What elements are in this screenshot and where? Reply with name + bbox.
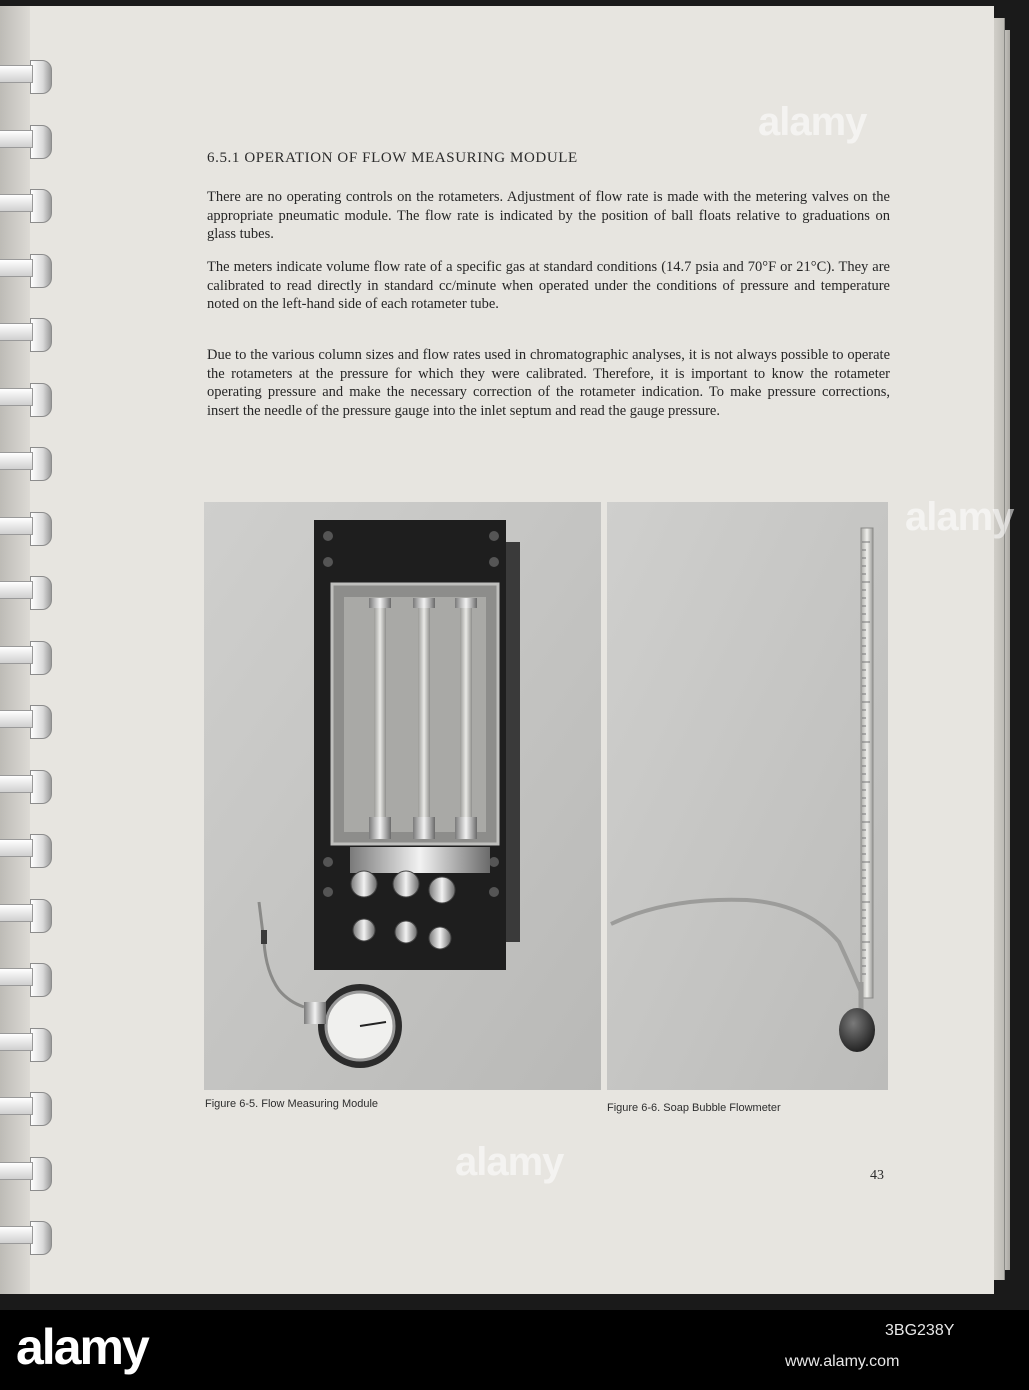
paragraph-2 bbox=[207, 258, 890, 314]
footer-logo: alamy bbox=[16, 1319, 148, 1375]
binding-ring bbox=[0, 1090, 52, 1126]
binding-ring bbox=[0, 58, 52, 94]
binding-ring bbox=[0, 123, 52, 159]
binding-ring bbox=[0, 381, 52, 417]
footer-image-id: 3BG238Y bbox=[885, 1322, 955, 1339]
section-heading: 6.5.1 OPERATION OF FLOW MEASURING MODULE bbox=[207, 150, 578, 166]
binding-ring bbox=[0, 252, 52, 288]
binding-ring bbox=[0, 1219, 52, 1255]
figure-caption-6-6: Figure 6-6. Soap Bubble Flowmeter bbox=[607, 1102, 781, 1114]
watermark: alamy bbox=[905, 495, 1014, 539]
binding-ring bbox=[0, 961, 52, 997]
figure-caption-6-5: Figure 6-5. Flow Measuring Module bbox=[205, 1098, 379, 1110]
paragraph-text: There are no operating controls on the rotameters. Adjustment of flow rate is made with the metering valves on the appropriate pneumatic module. The flow rate is indicated by the position of ball floats relative to graduations on glass tubes. bbox=[207, 189, 890, 242]
paragraph-3 bbox=[207, 346, 890, 420]
binding-ring bbox=[0, 768, 52, 804]
paragraph-text: Due to the various column sizes and flow rates used in chromatographic analyses, it is not always possible to operate the rotameters at the pressure for which they were calibrated. Therefore, it is important to know the rotameter operating pressure and make the necessary correction of the rotameter indication. To make pressure corrections, insert the needle of the pressure gauge into the inlet septum and read the gauge pressure. bbox=[207, 347, 890, 419]
flow-module-illustration bbox=[204, 502, 601, 1090]
binding-ring bbox=[0, 1026, 52, 1062]
binding-ring bbox=[0, 832, 52, 868]
figure-flow-measuring-module bbox=[204, 502, 601, 1090]
binding-ring bbox=[0, 897, 52, 933]
soap-bubble-flowmeter-illustration bbox=[607, 502, 888, 1090]
binding-ring bbox=[0, 187, 52, 223]
binding-ring bbox=[0, 1155, 52, 1191]
binding-ring bbox=[0, 703, 52, 739]
binding-ring bbox=[0, 574, 52, 610]
binding-ring bbox=[0, 445, 52, 481]
watermark: alamy bbox=[758, 100, 867, 144]
paragraph-1 bbox=[207, 188, 890, 244]
binding-ring bbox=[0, 316, 52, 352]
binding-ring bbox=[0, 639, 52, 675]
page-number: 43 bbox=[870, 1168, 884, 1183]
footer-bar bbox=[0, 1310, 1029, 1390]
footer-url: www.alamy.com bbox=[785, 1353, 900, 1370]
paragraph-text: The meters indicate volume flow rate of a specific gas at standard conditions (14.7 psia and 70°F or 21°C). They are calibrated to read directly in standard cc/minute when operated under the conditions of pressure and temperature noted on the left-hand side of each rotameter tube. bbox=[207, 259, 890, 312]
watermark: alamy bbox=[455, 1140, 564, 1184]
figure-soap-bubble-flowmeter bbox=[607, 502, 888, 1090]
binding-ring bbox=[0, 510, 52, 546]
